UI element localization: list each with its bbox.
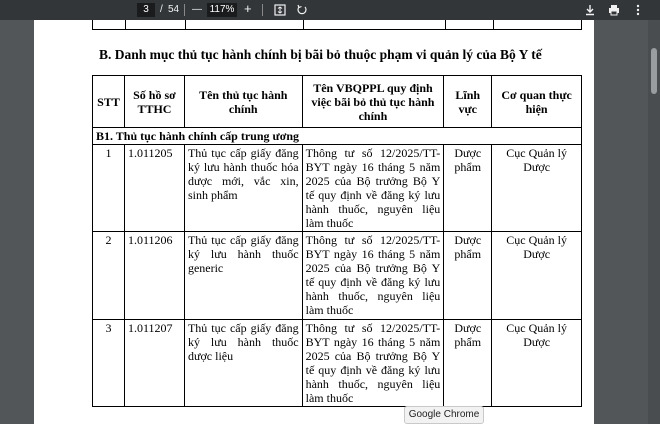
table-row — [93, 320, 582, 407]
code-cell: 1.011207 — [124, 320, 184, 407]
agency-cell: Cục Quản lý Dược — [492, 232, 582, 320]
procedure-name-cell: Thủ tục cấp giấy đăng ký lưu hành thuốc dược liệu — [184, 320, 302, 407]
procedure-name-cell: Thủ tục cấp giấy đăng ký lưu hành thuốc generic — [184, 232, 302, 320]
previous-table-bottom — [92, 20, 582, 30]
pdf-page — [34, 20, 594, 424]
more-vert-icon[interactable] — [630, 2, 646, 18]
toolbar-divider — [184, 4, 185, 16]
agency-cell: Cục Quản lý Dược — [492, 145, 582, 232]
stt-cell: 2 — [93, 232, 125, 320]
table-header-row — [93, 76, 582, 128]
agency-cell: Cục Quản lý Dược — [492, 320, 582, 407]
zoom-input[interactable]: 117% — [207, 3, 237, 17]
column-header: Tên thủ tục hành chính — [184, 76, 302, 128]
section-row — [93, 128, 582, 145]
page-total: 54 — [168, 4, 180, 15]
stt-cell: 1 — [93, 145, 125, 232]
vertical-scrollbar[interactable] — [648, 20, 660, 424]
page-number-input[interactable]: 3 — [137, 3, 155, 17]
column-header: Số hồ sơ TTHC — [124, 76, 184, 128]
regulation-cell: Thông tư số 12/2025/TT-BYT ngày 16 tháng 5 năm 2025 của Bộ trưởng Bộ Y tế quy định về đăng ký lưu hành thuốc, nguyên liệu làm thuốc — [302, 232, 444, 320]
rotate-icon[interactable] — [294, 2, 310, 18]
procedures-table — [92, 75, 582, 407]
table-row — [93, 145, 582, 232]
code-cell: 1.011206 — [124, 232, 184, 320]
regulation-cell: Thông tư số 12/2025/TT-BYT ngày 16 tháng 5 năm 2025 của Bộ trưởng Bộ Y tế quy định về đăng ký lưu hành thuốc, nguyên liệu làm thuốc — [302, 145, 444, 232]
fit-page-icon[interactable] — [272, 2, 288, 18]
print-icon[interactable] — [606, 2, 622, 18]
procedure-name-cell: Thủ tục cấp giấy đăng ký lưu hành thuốc hóa dược mới, vắc xin, sinh phẩm — [184, 145, 302, 232]
stt-cell: 3 — [93, 320, 125, 407]
field-cell: Dược phẩm — [444, 232, 492, 320]
download-icon[interactable] — [582, 2, 598, 18]
zoom-out-button[interactable]: — — [192, 4, 202, 15]
scrollbar-thumb[interactable] — [651, 48, 657, 94]
toolbar-divider — [262, 4, 263, 16]
field-cell: Dược phẩm — [444, 145, 492, 232]
regulation-cell: Thông tư số 12/2025/TT-BYT ngày 16 tháng 5 năm 2025 của Bộ trưởng Bộ Y tế quy định về đăng ký lưu hành thuốc, nguyên liệu làm thuốc — [302, 320, 444, 407]
column-header: STT — [93, 76, 125, 128]
column-header: Cơ quan thực hiện — [492, 76, 582, 128]
section-title: B1. Thủ tục hành chính cấp trung ương — [93, 128, 582, 145]
app-tooltip: Google Chrome — [404, 406, 484, 424]
field-cell: Dược phẩm — [444, 320, 492, 407]
pdf-toolbar — [0, 0, 660, 20]
zoom-in-button[interactable]: + — [244, 1, 252, 16]
code-cell: 1.011205 — [124, 145, 184, 232]
page-separator: / — [160, 4, 163, 15]
table-row — [93, 232, 582, 320]
column-header: Tên VBQPPL quy định việc bãi bỏ thủ tục hành chính — [302, 76, 444, 128]
column-header: Lĩnh vực — [444, 76, 492, 128]
section-heading: B. Danh mục thủ tục hành chính bị bãi bỏ thuộc phạm vi quản lý của Bộ Y tế — [99, 47, 542, 62]
